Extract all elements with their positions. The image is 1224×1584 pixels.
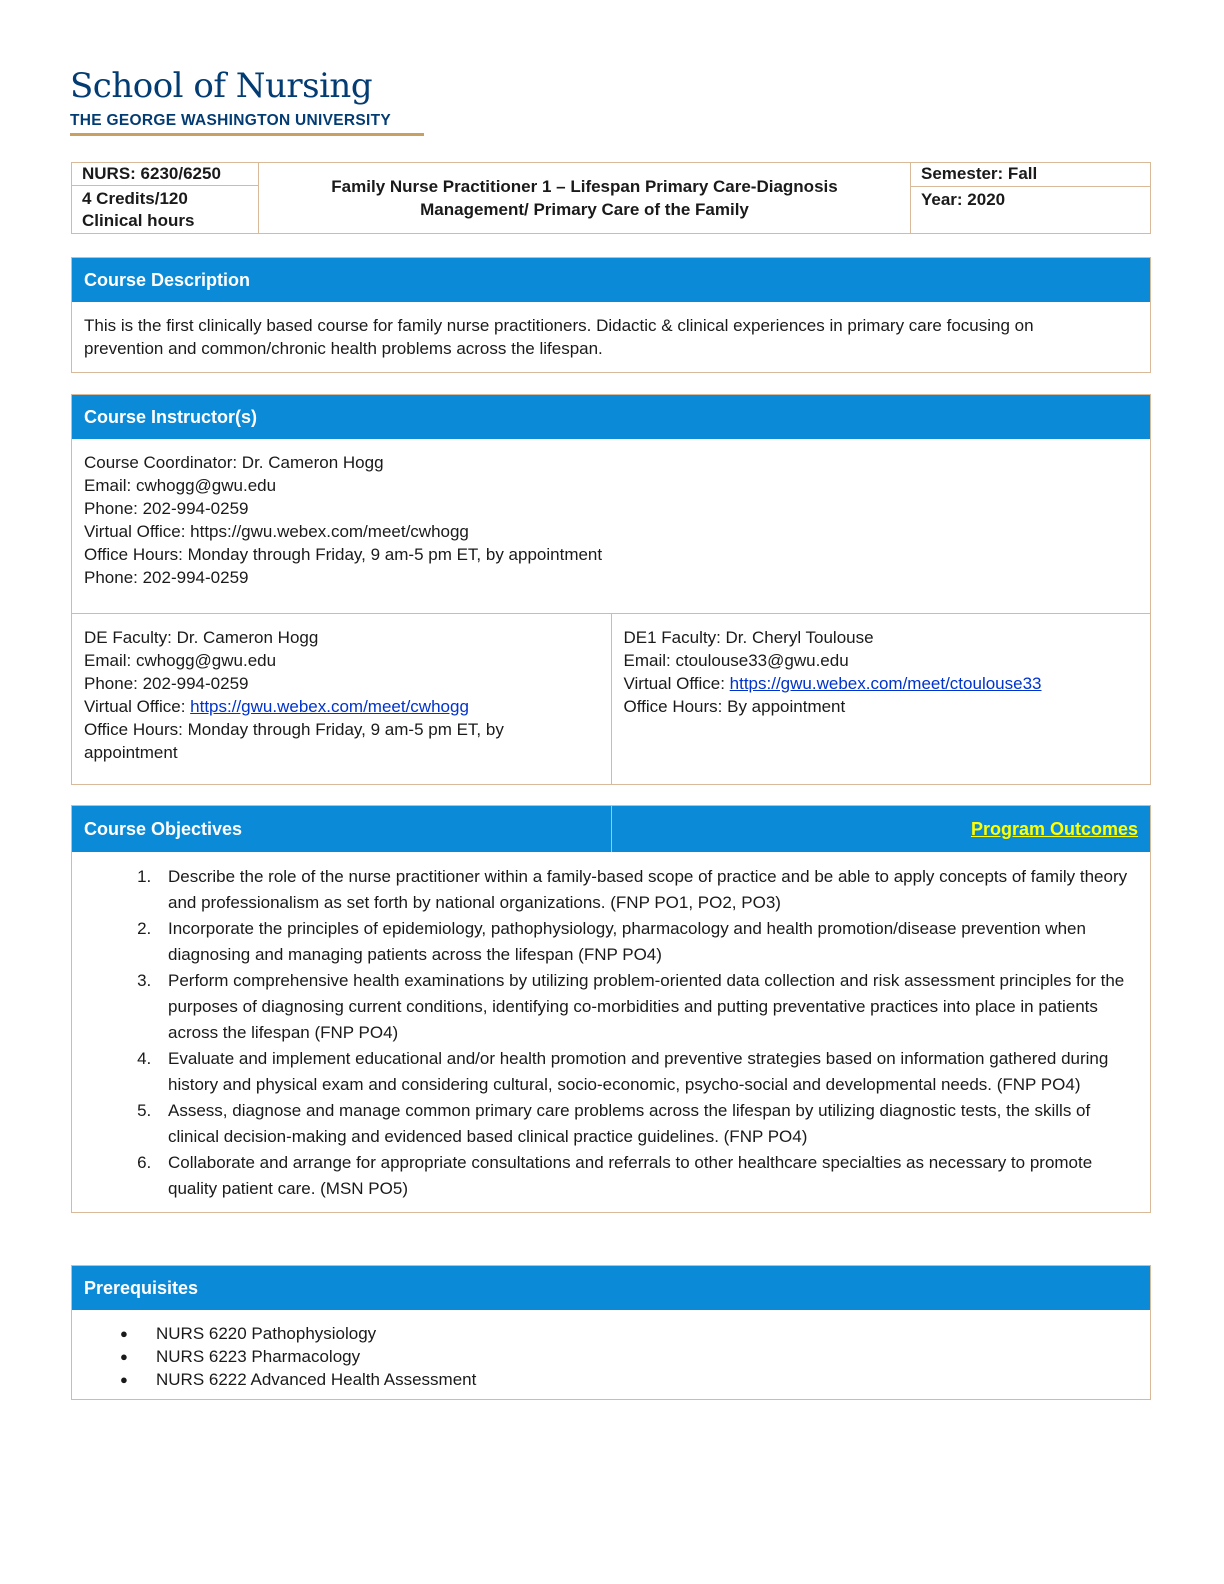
list-item: 3. Perform comprehensive health examinations by utilizing problem-oriented data collection and risk assessment principles for the purposes of diagnosing current conditions, identifying co-morbidities and putting preventative practices into place in patients across the lifespan (FNP PO4) — [156, 968, 1138, 1046]
prerequisites-list — [72, 1310, 1150, 1399]
virtual-office-label: Virtual Office: — [84, 697, 191, 716]
de-faculty-info — [72, 614, 612, 784]
de-faculty-webex-link[interactable]: https://gwu.webex.com/meet/cwhogg — [190, 697, 469, 716]
course-instructors-section — [71, 394, 1151, 785]
logo-subtitle: THE GEORGE WASHINGTON UNIVERSITY — [70, 112, 424, 136]
course-semester: Semester: Fall — [911, 163, 1150, 187]
de-faculty-email: Email: cwhogg@gwu.edu — [84, 651, 277, 670]
course-year: Year: 2020 — [921, 190, 1006, 209]
course-header-table — [71, 162, 1151, 234]
de-faculty-virtual-office — [84, 695, 599, 718]
course-credits: 4 Credits/120 Clinical hours — [82, 189, 195, 230]
coordinator-phone-2: Phone: 202-994-0259 — [84, 568, 249, 587]
list-item: 2. Incorporate the principles of epidemiology, pathophysiology, pharmacology and health promotion/disease prevention when diagnosing and managing patients across the lifespan (FNP PO4) — [156, 916, 1138, 968]
de-faculty-phone: Phone: 202-994-0259 — [84, 674, 249, 693]
de1-faculty-webex-link[interactable]: https://gwu.webex.com/meet/ctoulouse33 — [729, 674, 1042, 693]
program-outcomes-link[interactable]: Program Outcomes — [970, 819, 1138, 839]
section-heading: Course Description — [72, 258, 1150, 302]
course-title: Family Nurse Practitioner 1 – Lifespan Primary Care-Diagnosis Management/ Primary Care of the Family — [259, 163, 911, 233]
coordinator-virtual-office: Virtual Office: https://gwu.webex.com/meet/cwhogg — [84, 522, 469, 541]
de1-faculty-office-hours: Office Hours: By appointment — [623, 697, 846, 716]
de1-faculty-name: DE1 Faculty: Dr. Cheryl Toulouse — [623, 628, 874, 647]
section-heading: Prerequisites — [72, 1266, 1150, 1310]
list-item: 5. Assess, diagnose and manage common primary care problems across the lifespan by utilizing diagnostic tests, the skills of clinical decision-making and evidenced based clinical practice guidelines. (FNP PO4) — [156, 1098, 1138, 1150]
school-logo — [70, 66, 424, 136]
list-item: ● NURS 6220 Pathophysiology — [156, 1322, 1138, 1345]
de1-faculty-virtual-office — [624, 672, 1139, 695]
coordinator-phone: Phone: 202-994-0259 — [84, 499, 249, 518]
list-item: ● NURS 6222 Advanced Health Assessment — [156, 1368, 1138, 1391]
description-text: This is the first clinically based course for family nurse practitioners. Didactic & clinical experiences in primary care focusing on prevention and common/chronic health problems across the lifespan. — [84, 316, 1034, 358]
objectives-list — [72, 852, 1150, 1212]
list-item: 1. Describe the role of the nurse practitioner within a family-based scope of practice and be able to apply concepts of family theory and professionalism as set forth by national organizations. (FNP PO1, PO2, PO3) — [156, 864, 1138, 916]
coordinator-email: Email: cwhogg@gwu.edu — [84, 476, 277, 495]
prerequisites-section — [71, 1265, 1151, 1400]
list-item: 4. Evaluate and implement educational and/or health promotion and preventive strategies based on information gathered during history and physical exam and considering cultural, socio-economic, psycho-social and developmental needs. (FNP PO4) — [156, 1046, 1138, 1098]
de-faculty-name: DE Faculty: Dr. Cameron Hogg — [84, 628, 319, 647]
course-description-section — [71, 257, 1151, 373]
de1-faculty-info — [612, 614, 1151, 784]
course-objectives-section — [71, 805, 1151, 1213]
virtual-office-label: Virtual Office: — [623, 674, 730, 693]
list-item: 6. Collaborate and arrange for appropriate consultations and referrals to other healthcare specialties as necessary to promote quality patient care. (MSN PO5) — [156, 1150, 1138, 1202]
de1-faculty-email: Email: ctoulouse33@gwu.edu — [623, 651, 849, 670]
coordinator-info — [72, 439, 1150, 613]
coordinator-name: Course Coordinator: Dr. Cameron Hogg — [84, 453, 384, 472]
de-faculty-office-hours: Office Hours: Monday through Friday, 9 am-5 pm ET, by appointment — [84, 720, 504, 762]
logo-title: School of Nursing — [70, 66, 373, 106]
list-item: ● NURS 6223 Pharmacology — [156, 1345, 1138, 1368]
section-heading: Course Instructor(s) — [72, 395, 1150, 439]
coordinator-office-hours: Office Hours: Monday through Friday, 9 am-5 pm ET, by appointment — [84, 545, 603, 564]
course-code: NURS: 6230/6250 — [72, 163, 258, 186]
section-heading: Course Objectives — [72, 806, 612, 852]
